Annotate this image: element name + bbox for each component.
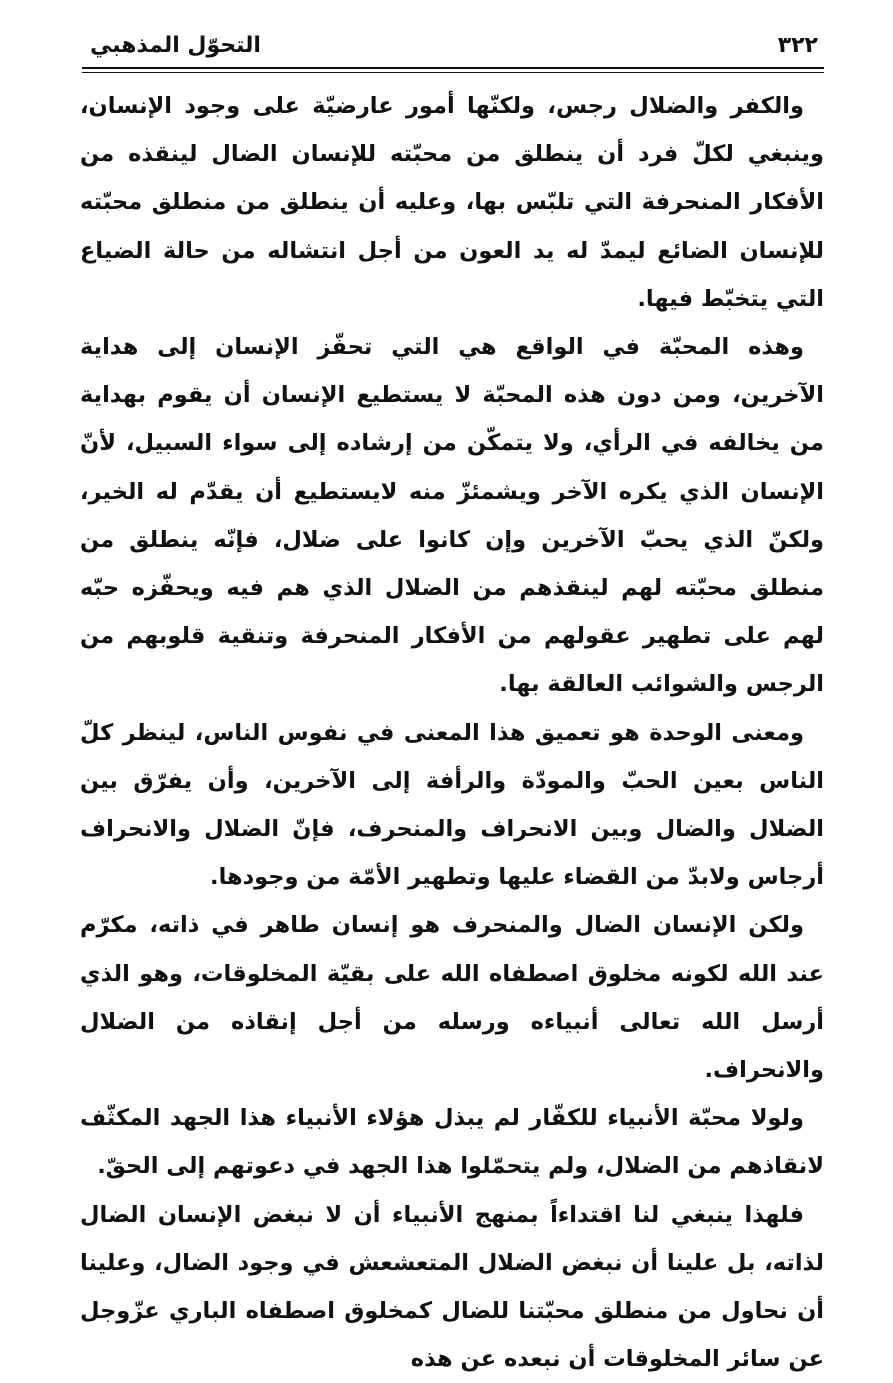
paragraph: ولولا محبّة الأنبياء للكفّار لم يبذل هؤلاء الأنبياء هذا الجهد المكثّف لانقاذهم من الضلال، ولم يتحمّلوا هذا الجهد في دعوتهم إلى الحقّ. [80,1105,824,1180]
paragraph: وهذه المحبّة في الواقع هي التي تحفّز الإنسان إلى هداية الآخرين، ومن دون هذه المحبّة لا يستطيع الإنسان أن يقوم بهداية من يخالفه في الرأي، ولا يتمكّن من إرشاده إلى سواء السبيل، لأنّ الإنسان الذي يكره الآخر ويشمئزّ منه لايستطيع أن يقدّم له الخير، ولكنّ الذي يحبّ الآخرين وإن كانوا على ضلال، فإنّه ينطلق من منطلق محبّته لهم لينقذهم من الضلال الذي هم فيه ويحفّزه حبّه لهم على تطهير عقولهم من الأفكار المنحرفة وتنقية قلوبهم من الرجس والشوائب العالقة بها. [80,334,824,698]
page-header [82,26,824,68]
paragraph: ولكن الإنسان الضال والمنحرف هو إنسان طاهر في ذاته، مكرّم عند الله لكونه مخلوق اصطفاه الله على بقيّة المخلوقات، وهو الذي أرسل الله تعالى أنبياءه ورسله من أجل إنقاذه من الضلال والانحراف. [80,912,824,1084]
paragraph: والكفر والضلال رجس، ولكنّها أمور عارضيّة على وجود الإنسان، وينبغي لكلّ فرد أن ينطلق من محبّته للإنسان الضال لينقذه من الأفكار المنحرفة التي تلبّس بها، وعليه أن ينطلق من منطلق محبّته للإنسان الضائع ليمدّ له يد العون من أجل انتشاله من حالة الضياع التي يتخبّط فيها. [80,93,824,312]
paragraph: ومعنى الوحدة هو تعميق هذا المعنى في نفوس الناس، لينظر كلّ الناس بعين الحبّ والمودّة والرأفة إلى الآخرين، وأن يفرّق بين الضلال والضال وبين الانحراف والمنحرف، فإنّ الضلال والانحراف أرجاس ولابدّ من القضاء عليها وتطهير الأمّة من وجودها. [80,719,824,891]
page-body [80,82,824,1383]
paragraph: فلهذا ينبغي لنا اقتداءاً بمنهج الأنبياء أن لا نبغض الإنسان الضال لذاته، بل علينا أن نبغض الضلال المتعشعش في وجود الضال، وعلينا أن نحاول من منطلق محبّتنا للضال كمخلوق اصطفاه الباري عزّوجل عن سائر المخلوقات أن نبعده عن هذه [80,1201,824,1373]
page-number: ٣٢٢ [777,33,818,58]
header-rule-thin [82,72,824,73]
header-rule [82,67,824,69]
running-title: التحوّل المذهبي [90,33,261,58]
